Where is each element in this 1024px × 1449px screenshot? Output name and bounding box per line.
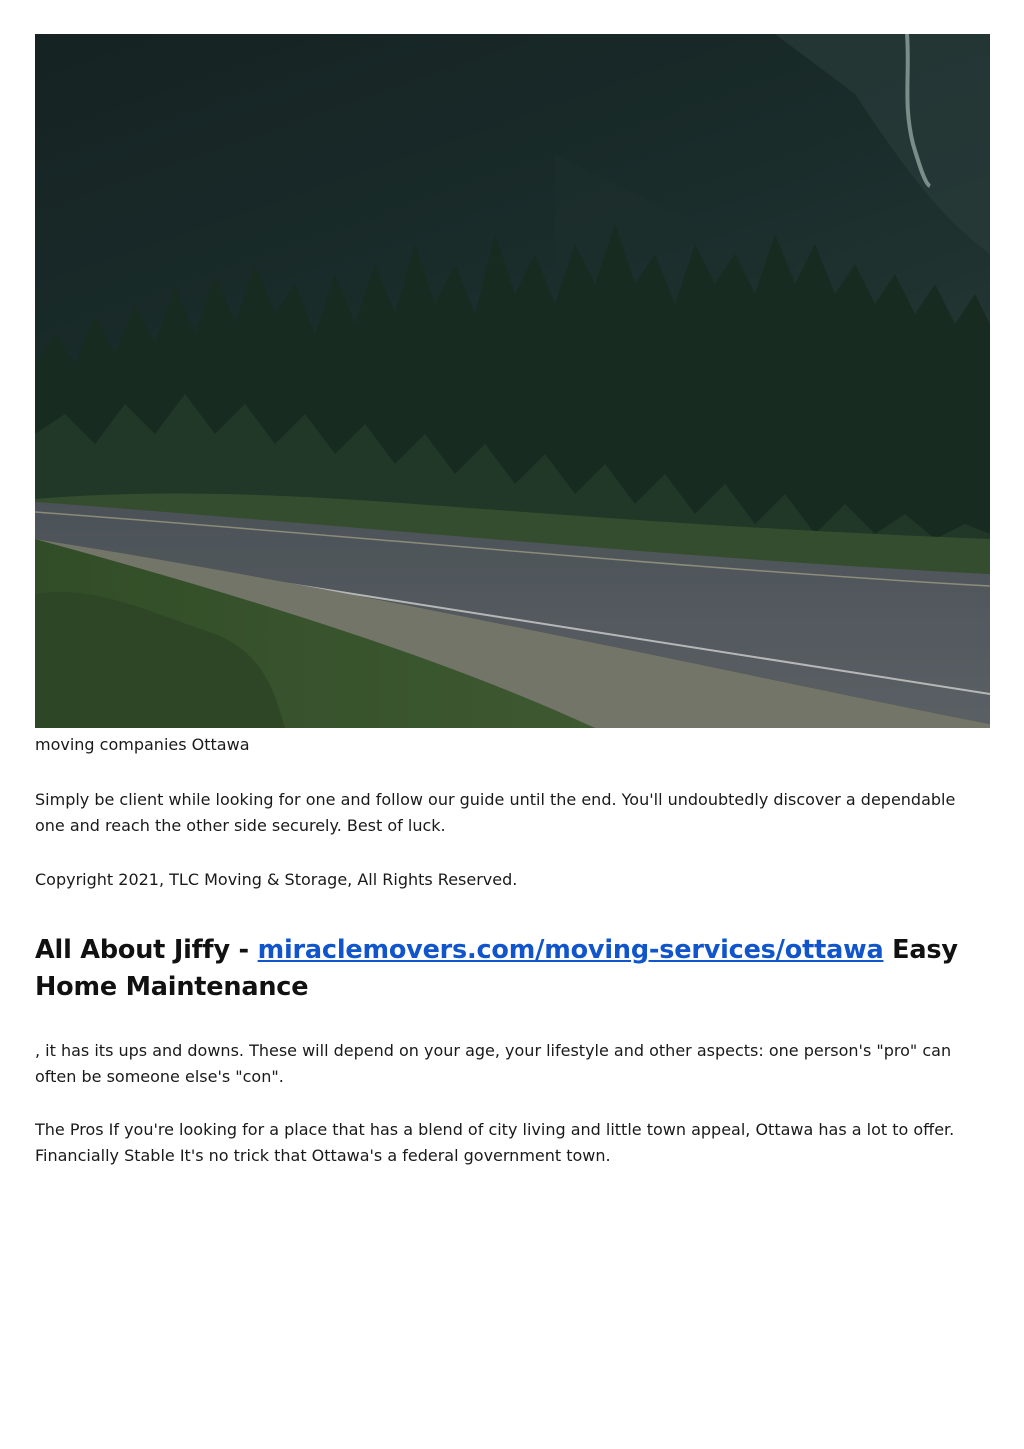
copyright-text: Copyright 2021, TLC Moving & Storage, All Rights Reserved. — [35, 870, 518, 889]
section-heading — [35, 932, 990, 1006]
intro-paragraph: Simply be client while looking for one and follow our guide until the end. You'll undoubtedly discover a dependable one and reach the other side securely. Best of luck. — [35, 790, 956, 835]
document-page — [35, 34, 990, 1169]
hero-image — [35, 34, 990, 728]
heading-suffix: Easy Home Maintenance — [35, 935, 958, 1002]
moving-services-link[interactable]: miraclemovers.com/moving-services/ottawa — [257, 935, 884, 965]
image-caption: moving companies Ottawa — [35, 735, 250, 754]
body-paragraph-2: The Pros If you're looking for a place that has a blend of city living and little town appeal, Ottawa has a lot to offer. Financially Stable It's no trick that Ottawa's a federal government town. — [35, 1120, 955, 1165]
body-paragraph-1: , it has its ups and downs. These will depend on your age, your lifestyle and other aspects: one person's "pro" can often be someone else's "con". — [35, 1041, 952, 1086]
heading-prefix: All About Jiffy - — [35, 935, 258, 965]
